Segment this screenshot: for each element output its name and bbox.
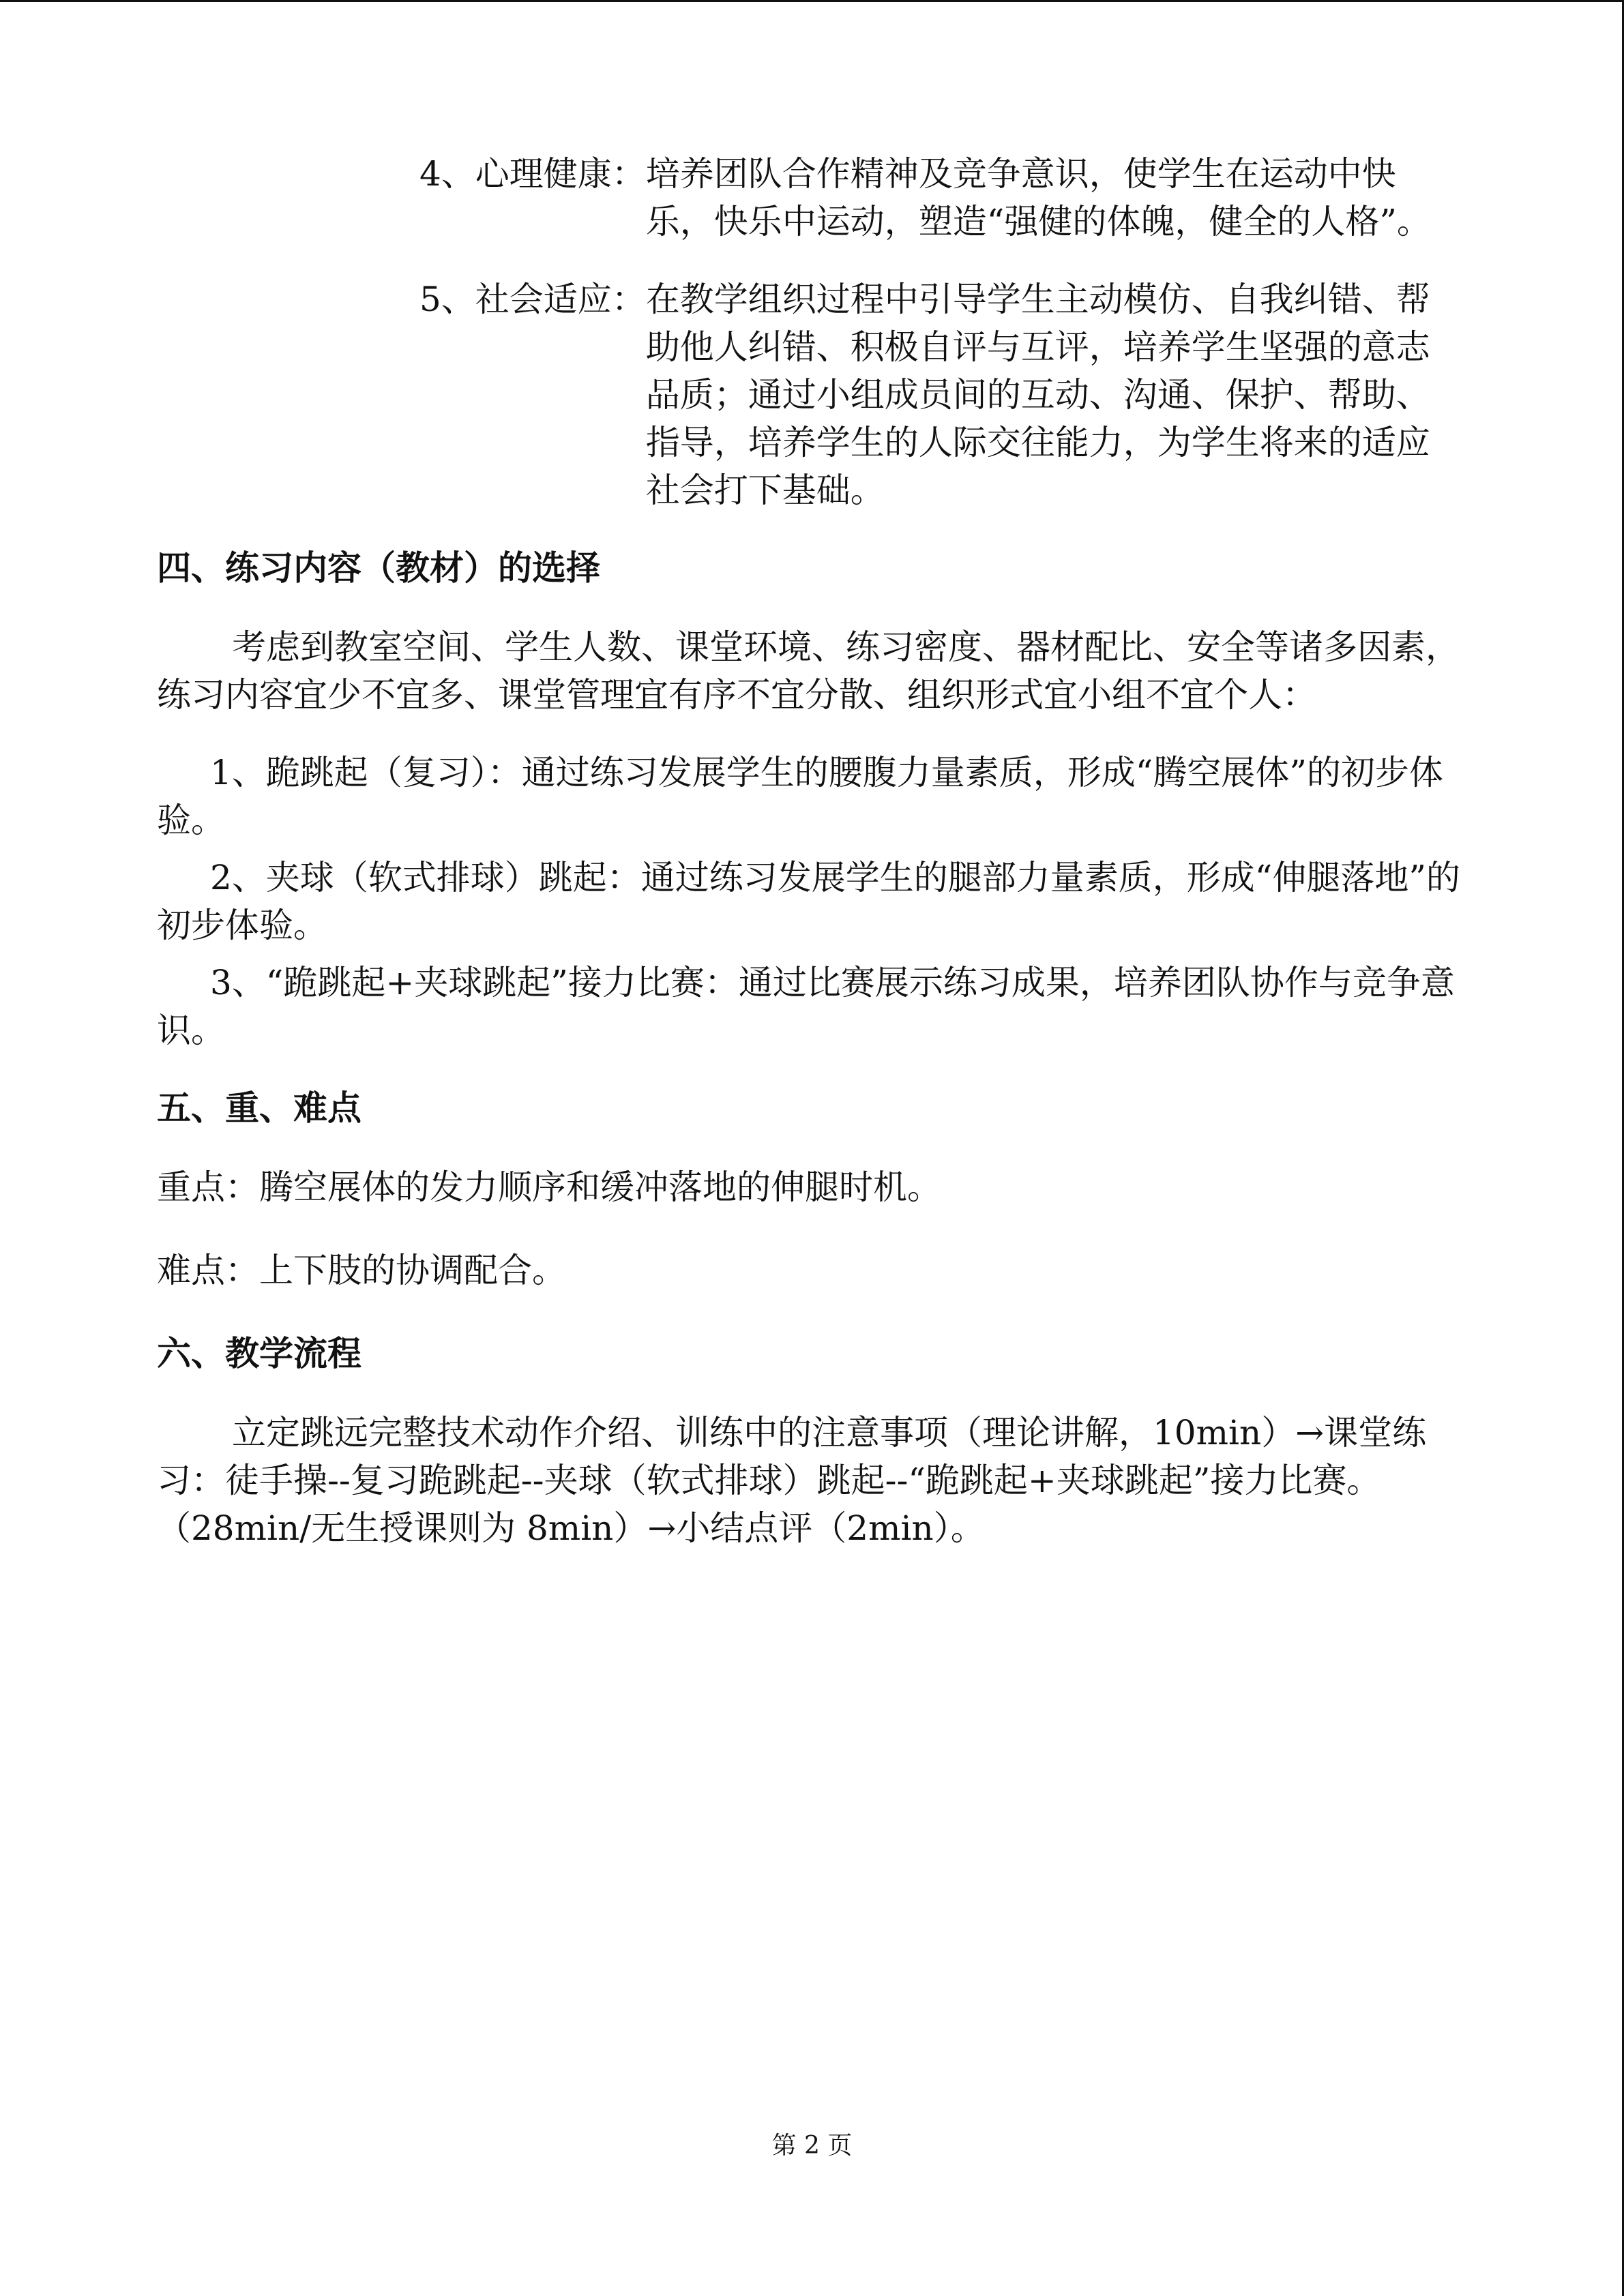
section-heading-key-difficult-points: 五、重、难点 — [157, 1088, 361, 1128]
content-list-item: 2、夹球（软式排球）跳起：通过练习发展学生的腿部力量素质，形成“伸腿落地”的初步体验。 — [157, 858, 1460, 945]
objective-item-social-adaptation — [157, 275, 1461, 514]
teaching-process-paragraph: 立定跳远完整技术动作介绍、训练中的注意事项（理论讲解，10min）→课堂练习：徒手操--复习跪跳起--夹球（软式排球）跳起--“跪跳起+夹球跳起”接力比赛。（28min/无生授课则为 8min）→小结点评（2min）。 — [157, 1413, 1427, 1548]
difficulty-point-text: 难点：上下肢的协调配合。 — [157, 1251, 566, 1290]
objective-label: 4、心理健康： — [419, 154, 646, 194]
objective-text: 培养团队合作精神及竞争意识，使学生在运动中快乐，快乐中运动，塑造“强健的体魄，健全的人格”。 — [645, 154, 1431, 241]
content-list-item: 3、“跪跳起+夹球跳起”接力比赛：通过比赛展示练习成果，培养团队协作与竞争意识。 — [157, 963, 1455, 1050]
objective-text: 在教学组织过程中引导学生主动模仿、自我纠错、帮助他人纠错、积极自评与互评，培养学生坚强的意志品质；通过小组成员间的互动、沟通、保护、帮助、指导，培养学生的人际交往能力，为学生将来的适应社会打下基础。 — [645, 280, 1430, 510]
page-number: 第 2 页 — [771, 2132, 853, 2160]
objective-item-mental-health — [157, 150, 1461, 245]
content-list-item: 1、跪跳起（复习）：通过练习发展学生的腰腹力量素质，形成“腾空展体”的初步体验。 — [157, 753, 1443, 840]
section-intro-paragraph: 考虑到教室空间、学生人数、课堂环境、练习密度、器材配比、安全等诸多因素，练习内容宜少不宜多、课堂管理宜有序不宜分散、组织形式宜小组不宜个人： — [157, 627, 1460, 715]
objective-label: 5、社会适应： — [419, 280, 646, 319]
key-point-text: 重点：腾空展体的发力顺序和缓冲落地的伸腿时机。 — [157, 1167, 941, 1207]
section-heading-teaching-process: 六、教学流程 — [157, 1334, 361, 1373]
section-heading-content-selection: 四、练习内容（教材）的选择 — [157, 548, 600, 588]
page-top-border — [0, 0, 1624, 2]
document-page — [157, 150, 1461, 1582]
